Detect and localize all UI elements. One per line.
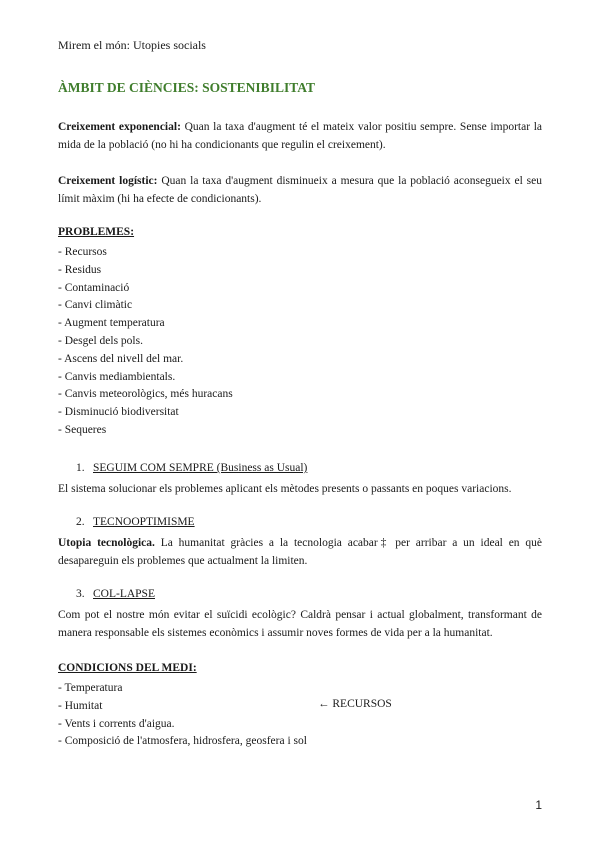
list-item: - Canvis meteorològics, més huracans <box>58 388 233 401</box>
logistic-growth-text: Quan la taxa d'augment disminueix a mesura que la població aconsegueix el seu límit màxim (hi ha efecte de condicionants). <box>58 175 542 205</box>
exponential-growth-label: Creixement exponencial: <box>58 121 181 133</box>
conditions-list <box>58 680 307 751</box>
list-item: - Canvis mediambientals. <box>58 370 176 383</box>
scenario-3-number: 3. <box>76 588 85 600</box>
page-title: ÀMBIT DE CIÈNCIES: SOSTENIBILITAT <box>58 80 315 95</box>
recursos-arrow-note: ← RECURSOS <box>318 698 392 710</box>
list-item: - Augment temperatura <box>58 317 165 330</box>
scenario-2-title: TECNOOPTIMISME <box>93 516 195 528</box>
scenario-1-number: 1. <box>76 462 85 474</box>
list-item: - Contaminació <box>58 281 130 294</box>
scenario-3-text: Com pot el nostre món evitar el suïcidi ecològic? Caldrà pensar i actual globalment, transformant de manera responsable els sistemes econòmics i assumir noves formes de vida per a la humanitat. <box>58 609 542 639</box>
scenario-2-number: 2. <box>76 516 85 528</box>
list-item: - Desgel dels pols. <box>58 334 143 347</box>
list-item: - Vents i corrents d'aigua. <box>58 717 175 730</box>
list-item: - Humitat <box>58 699 103 712</box>
conditions-heading: CONDICIONS DEL MEDI: <box>58 662 197 674</box>
exponential-growth-text: Quan la taxa d'augment té el mateix valor positiu sempre. Sense importar la mida de la població (no hi ha condicionants que regulin el creixement). <box>58 121 542 151</box>
logistic-growth-label: Creixement logístic: <box>58 175 158 187</box>
scenario-2-heading <box>76 516 195 528</box>
scenario-1-heading <box>76 462 307 474</box>
scenario-2-label: Utopia tecnològica. <box>58 537 155 549</box>
problems-list <box>58 244 233 440</box>
list-item: - Canvi climàtic <box>58 299 133 312</box>
scenario-3-title: COL-LAPSE <box>93 588 155 600</box>
list-item: - Sequeres <box>58 423 107 436</box>
exponential-growth-paragraph <box>58 118 542 154</box>
problems-heading: PROBLEMES: <box>58 226 135 238</box>
list-item: - Residus <box>58 263 102 276</box>
scenario-3-heading <box>76 588 155 600</box>
list-item: - Ascens del nivell del mar. <box>58 352 184 365</box>
list-item: - Composició de l'atmosfera, hidrosfera, geosfera i sol <box>58 735 307 748</box>
logistic-growth-paragraph <box>58 172 542 208</box>
page-header: Mirem el món: Utopies socials <box>58 38 206 52</box>
list-item: - Disminució biodiversitat <box>58 406 179 419</box>
scenario-1-text: El sistema solucionar els problemes aplicant els mètodes presents o passants en poques variacions. <box>58 483 512 495</box>
page-number: 1 <box>535 798 542 812</box>
scenario-2-text: La humanitat gràcies a la tecnologia acabar‡ per arribar a un ideal en què desapareguin els problemes que actualment la limiten. <box>58 537 543 567</box>
list-item: - Temperatura <box>58 682 123 694</box>
list-item: - Recursos <box>58 246 107 258</box>
scenario-1-title: SEGUIM COM SEMPRE (Business as Usual) <box>93 462 308 474</box>
scenario-2-paragraph <box>58 534 542 570</box>
